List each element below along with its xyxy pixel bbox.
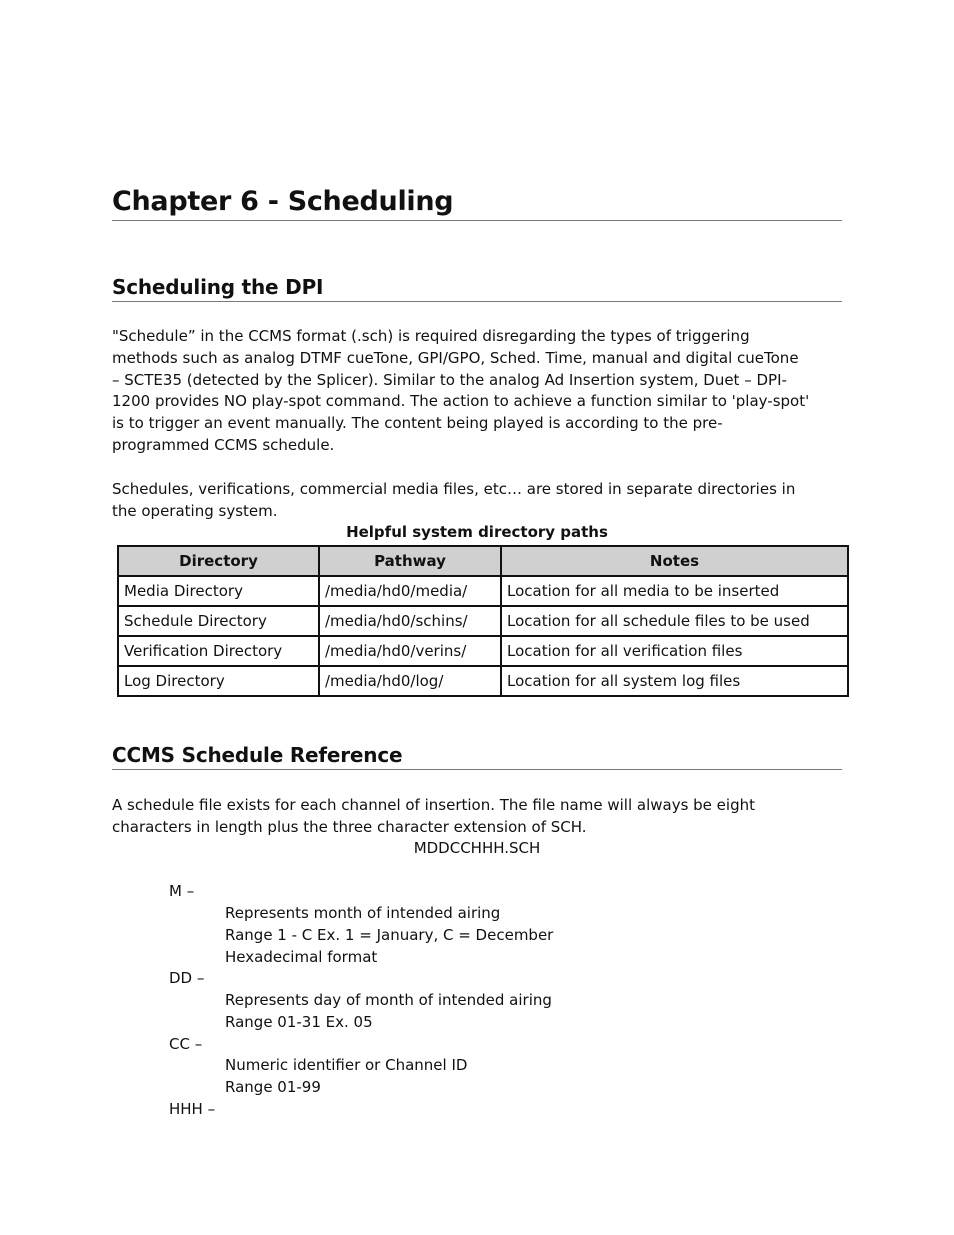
text-line: methods such as analog DTMF cueTone, GPI/GPO, Sched. Time, manual and digital cueTone [112, 348, 799, 367]
code-key-cc: CC – [169, 1035, 203, 1053]
code-desc-dd [225, 990, 552, 1034]
cell-pathway: /media/hd0/log/ [319, 666, 501, 696]
text-line: Range 01-31 Ex. 05 [225, 1012, 373, 1031]
column-header-notes: Notes [501, 546, 848, 576]
cell-notes: Location for all verification files [501, 636, 848, 666]
table-caption: Helpful system directory paths [346, 523, 608, 541]
table-row [118, 666, 848, 696]
text-line: 1200 provides NO play-spot command. The action to achieve a function similar to 'play-spot' [112, 392, 810, 411]
cell-directory: Media Directory [118, 576, 319, 606]
code-key-hhh: HHH – [169, 1100, 216, 1118]
scheduling-paragraph-2 [112, 479, 846, 523]
code-key-dd: DD – [169, 969, 205, 987]
text-line: characters in length plus the three character extension of SCH. [112, 817, 587, 836]
cell-directory: Log Directory [118, 666, 319, 696]
table-row [118, 576, 848, 606]
table-row [118, 636, 848, 666]
cell-notes: Location for all schedule files to be used [501, 606, 848, 636]
column-header-pathway: Pathway [319, 546, 501, 576]
text-line: – SCTE35 (detected by the Splicer). Similar to the analog Ad Insertion system, Duet – DPI- [112, 370, 787, 389]
text-line: programmed CCMS schedule. [112, 435, 335, 454]
text-line: Represents day of month of intended airing [225, 991, 552, 1009]
cell-pathway: /media/hd0/schins/ [319, 606, 501, 636]
directory-paths-table [117, 545, 849, 697]
text-line: "Schedule” in the CCMS format (.sch) is required disregarding the types of triggering [112, 327, 750, 345]
section-title-ccms-reference: CCMS Schedule Reference [112, 742, 842, 770]
table-row [118, 606, 848, 636]
code-desc-m [225, 903, 553, 968]
column-header-directory: Directory [118, 546, 319, 576]
text-line: the operating system. [112, 501, 278, 520]
cell-directory: Verification Directory [118, 636, 319, 666]
text-line: Range 1 - C Ex. 1 = January, C = December [225, 925, 554, 944]
cell-directory: Schedule Directory [118, 606, 319, 636]
cell-pathway: /media/hd0/verins/ [319, 636, 501, 666]
chapter-title: Chapter 6 - Scheduling [112, 184, 842, 221]
ccms-paragraph [112, 795, 846, 839]
cell-pathway: /media/hd0/media/ [319, 576, 501, 606]
code-desc-cc [225, 1055, 467, 1099]
text-line: is to trigger an event manually. The content being played is according to the pre- [112, 414, 723, 433]
text-line: Schedules, verifications, commercial media files, etc… are stored in separate directories in [112, 480, 796, 498]
table-header-row [118, 546, 848, 576]
text-line: Represents month of intended airing [225, 904, 501, 922]
text-line: A schedule file exists for each channel of insertion. The file name will always be eight [112, 796, 755, 814]
scheduling-paragraph-1 [112, 326, 846, 457]
section-title-scheduling-dpi: Scheduling the DPI [112, 274, 842, 302]
text-line: Numeric identifier or Channel ID [225, 1056, 468, 1074]
cell-notes: Location for all system log files [501, 666, 848, 696]
filename-pattern: MDDCCHHH.SCH [413, 839, 541, 857]
text-line: Hexadecimal format [225, 947, 378, 966]
cell-notes: Location for all media to be inserted [501, 576, 848, 606]
text-line: Range 01-99 [225, 1077, 321, 1096]
code-key-m: M – [169, 882, 195, 900]
